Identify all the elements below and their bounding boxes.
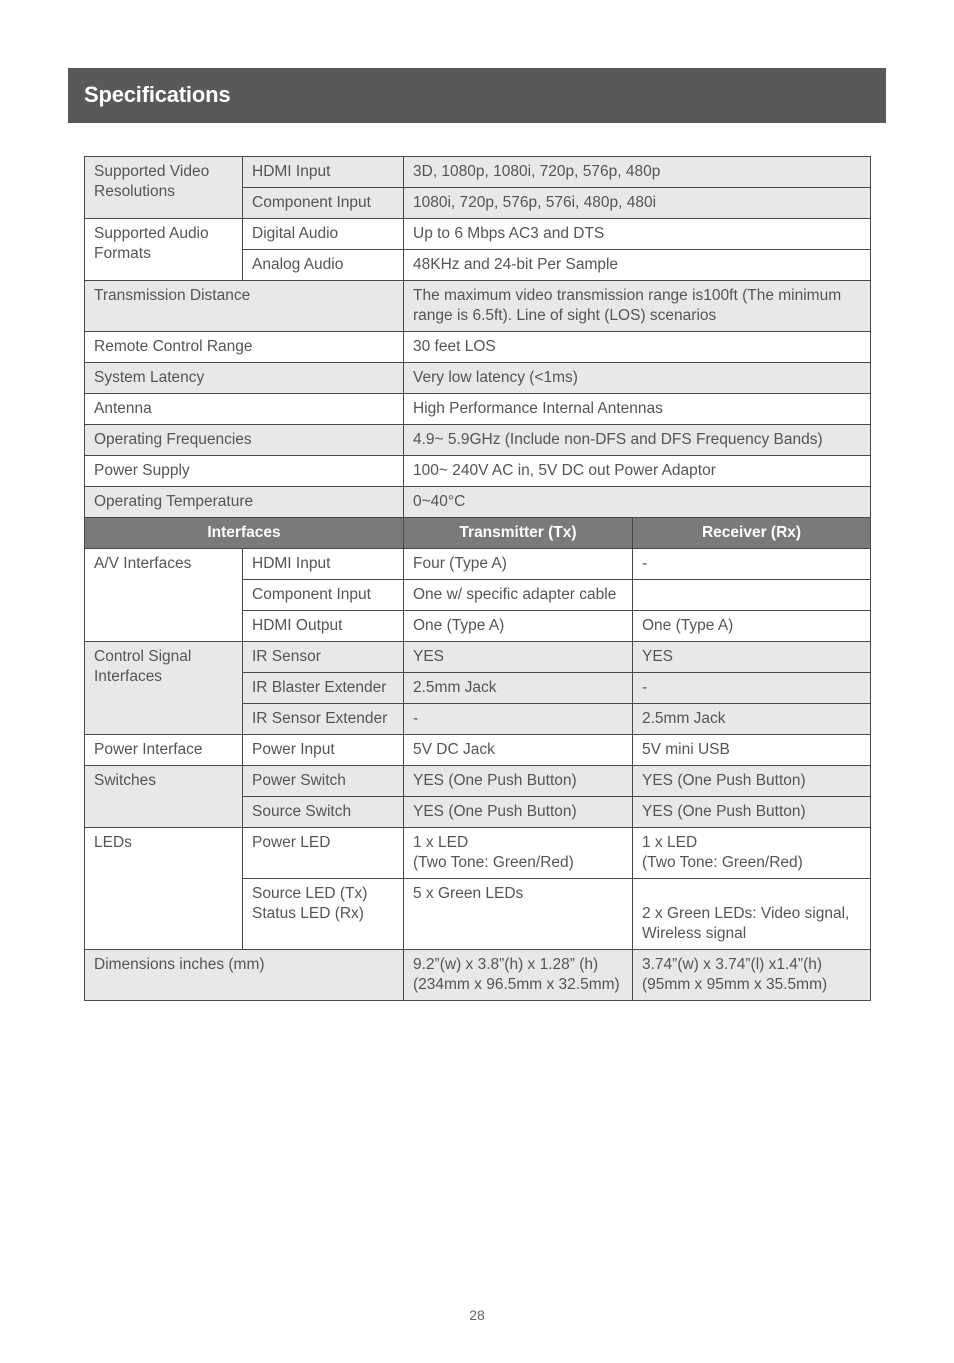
table-row [85, 456, 871, 487]
page-number: 28 [469, 1307, 485, 1323]
rx-value: 2.5mm Jack [633, 704, 871, 735]
spec-label: Dimensions inches (mm) [85, 950, 404, 1001]
rx-value: YES [633, 642, 871, 673]
interface-name-line: Source LED (Tx) [252, 885, 368, 902]
table-row [85, 281, 871, 332]
spec-value: 48KHz and 24-bit Per Sample [404, 250, 871, 281]
spec-value: 1080i, 720p, 576p, 576i, 480p, 480i [404, 188, 871, 219]
interface-group-label: A/V Interfaces [85, 549, 243, 642]
spec-label: Remote Control Range [85, 332, 404, 363]
rx-value: 2 x Green LEDs: Video signal, Wireless signal [633, 879, 871, 950]
table-row [85, 487, 871, 518]
interface-group-label: Control Signal Interfaces [85, 642, 243, 735]
tx-value: One (Type A) [404, 611, 633, 642]
spec-value: Up to 6 Mbps AC3 and DTS [404, 219, 871, 250]
tx-value-line: 1 x LED [413, 834, 469, 851]
page-title: Specifications [84, 82, 231, 107]
spec-value: 0~40°C [404, 487, 871, 518]
column-header-receiver: Receiver (Rx) [633, 518, 871, 549]
interface-name: Power LED [243, 828, 404, 879]
spec-value: 3D, 1080p, 1080i, 720p, 576p, 480p [404, 157, 871, 188]
tx-value: 5 x Green LEDs [404, 879, 633, 950]
interface-name: IR Sensor Extender [243, 704, 404, 735]
tx-value: YES [404, 642, 633, 673]
rx-value: YES (One Push Button) [633, 797, 871, 828]
spec-sub-label: HDMI Input [243, 157, 404, 188]
spec-sub-label: Component Input [243, 188, 404, 219]
interface-name: HDMI Output [243, 611, 404, 642]
tx-value: 5V DC Jack [404, 735, 633, 766]
tx-value [404, 828, 633, 879]
tx-value: YES (One Push Button) [404, 797, 633, 828]
table-row [85, 157, 871, 188]
spec-label: Transmission Distance [85, 281, 404, 332]
interface-group-label: Power Interface [85, 735, 243, 766]
rx-value-line: (Two Tone: Green/Red) [642, 854, 803, 871]
spec-label: Supported Audio Formats [85, 219, 243, 281]
tx-value: 9.2”(w) x 3.8”(h) x 1.28” (h) (234mm x 96.5mm x 32.5mm) [404, 950, 633, 1001]
spec-value: 30 feet LOS [404, 332, 871, 363]
spec-label: System Latency [85, 363, 404, 394]
column-header-interfaces: Interfaces [85, 518, 404, 549]
spec-label: Operating Frequencies [85, 425, 404, 456]
table-row [85, 332, 871, 363]
tx-value: One w/ specific adapter cable [404, 580, 633, 611]
spec-value: High Performance Internal Antennas [404, 394, 871, 425]
interface-name: Source Switch [243, 797, 404, 828]
rx-value: YES (One Push Button) [633, 766, 871, 797]
spec-label: Supported Video Resolutions [85, 157, 243, 219]
tx-value-line: (Two Tone: Green/Red) [413, 854, 574, 871]
tx-value: Four (Type A) [404, 549, 633, 580]
table-row [85, 425, 871, 456]
spec-sub-label: Digital Audio [243, 219, 404, 250]
rx-value: 3.74”(w) x 3.74”(l) x1.4”(h) (95mm x 95mm x 35.5mm) [633, 950, 871, 1001]
table-row [85, 735, 871, 766]
spec-sub-label: Analog Audio [243, 250, 404, 281]
rx-value: - [633, 549, 871, 580]
interface-name: Component Input [243, 580, 404, 611]
rx-value: One (Type A) [633, 611, 871, 642]
interface-name: Power Switch [243, 766, 404, 797]
tx-value: YES (One Push Button) [404, 766, 633, 797]
table-row [85, 363, 871, 394]
interface-name: HDMI Input [243, 549, 404, 580]
interface-group-label: Switches [85, 766, 243, 828]
spec-value: 100~ 240V AC in, 5V DC out Power Adaptor [404, 456, 871, 487]
table-row [85, 950, 871, 1001]
rx-value-line: 1 x LED [642, 834, 698, 851]
spec-value: The maximum video transmission range is100ft (The minimum range is 6.5ft). Line of sight (LOS) scenarios [404, 281, 871, 332]
rx-value [633, 828, 871, 879]
spec-label: Power Supply [85, 456, 404, 487]
table-row [85, 766, 871, 797]
tx-value: 2.5mm Jack [404, 673, 633, 704]
spec-label: Operating Temperature [85, 487, 404, 518]
interfaces-header-row [85, 518, 871, 549]
interface-name [243, 879, 404, 950]
rx-value: 5V mini USB [633, 735, 871, 766]
spec-value: 4.9~ 5.9GHz (Include non-DFS and DFS Frequency Bands) [404, 425, 871, 456]
interface-name: IR Sensor [243, 642, 404, 673]
table-row [85, 828, 871, 879]
table-row [85, 549, 871, 580]
spec-label: Antenna [85, 394, 404, 425]
table-row [85, 642, 871, 673]
table-row [85, 219, 871, 250]
interface-group-label: LEDs [85, 828, 243, 950]
interface-name-line: Status LED (Rx) [252, 905, 364, 922]
tx-value: - [404, 704, 633, 735]
spec-value: Very low latency (<1ms) [404, 363, 871, 394]
interface-name: Power Input [243, 735, 404, 766]
specifications-table [84, 156, 871, 1001]
table-row [85, 394, 871, 425]
column-header-transmitter: Transmitter (Tx) [404, 518, 633, 549]
interface-name: IR Blaster Extender [243, 673, 404, 704]
rx-value [633, 580, 871, 611]
rx-value: - [633, 673, 871, 704]
section-header-bar [68, 68, 886, 123]
